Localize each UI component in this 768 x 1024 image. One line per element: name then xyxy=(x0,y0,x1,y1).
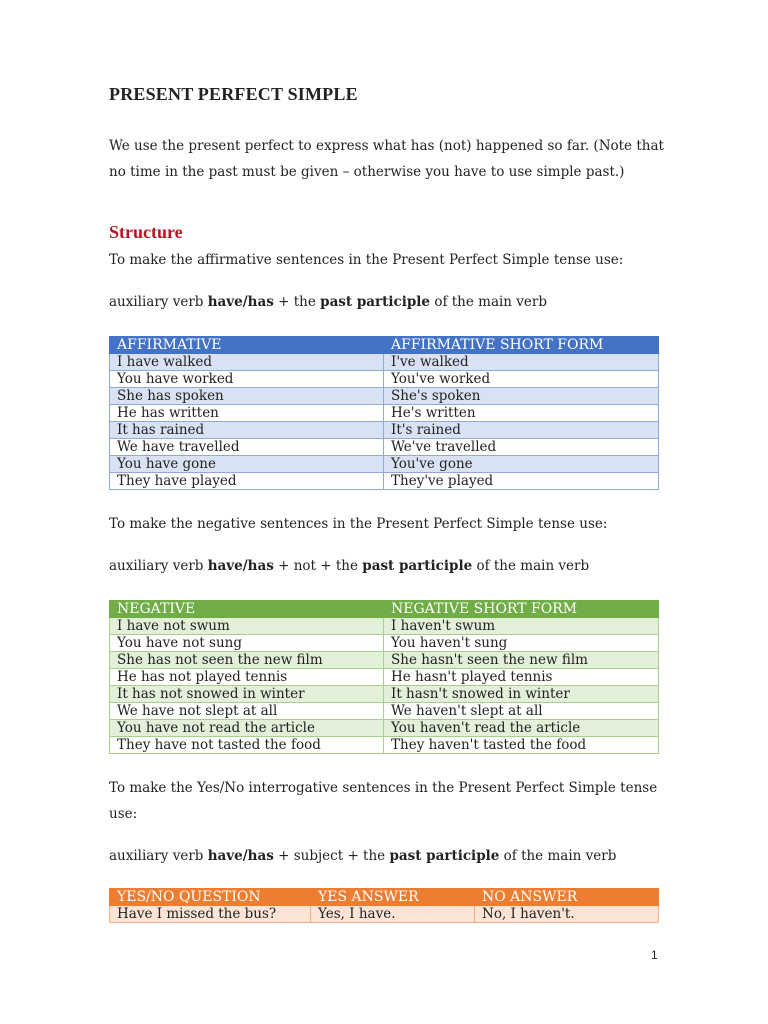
question-instruction-line-1: To make the Yes/No interrogative sentences in the Present Perfect Simple tense xyxy=(109,780,658,796)
formula-bold-auxiliary: have/has xyxy=(207,294,274,310)
table-cell: They haven't tasted the food xyxy=(384,737,659,754)
table-cell: It has not snowed in winter xyxy=(110,686,384,703)
formula-text: auxiliary verb xyxy=(109,558,208,574)
affirmative-table xyxy=(109,336,659,490)
negative-table xyxy=(109,600,659,754)
table-cell: You haven't read the article xyxy=(384,720,659,737)
table-row xyxy=(110,473,659,490)
column-header: YES/NO QUESTION xyxy=(110,889,311,906)
table-cell: They have played xyxy=(110,473,384,490)
question-formula xyxy=(109,843,669,869)
table-cell: I have walked xyxy=(110,354,384,371)
table-row xyxy=(110,422,659,439)
negative-formula xyxy=(109,553,669,579)
formula-bold-auxiliary: have/has xyxy=(207,558,274,574)
table-cell: She has not seen the new film xyxy=(110,652,384,669)
table-cell: We have not slept at all xyxy=(110,703,384,720)
table-cell: He has not played tennis xyxy=(110,669,384,686)
formula-bold-participle: past participle xyxy=(362,558,473,574)
table-cell: She hasn't seen the new film xyxy=(384,652,659,669)
table-cell: You've gone xyxy=(384,456,659,473)
page-title: PRESENT PERFECT SIMPLE xyxy=(109,84,358,104)
formula-text: of the main verb xyxy=(499,848,617,864)
column-header: AFFIRMATIVE xyxy=(110,337,384,354)
table-cell: They have not tasted the food xyxy=(110,737,384,754)
table-cell: You have gone xyxy=(110,456,384,473)
formula-text: auxiliary verb xyxy=(109,848,208,864)
table-row xyxy=(110,635,659,652)
table-row xyxy=(110,737,659,754)
table-header-row xyxy=(110,601,659,618)
table-cell: It's rained xyxy=(384,422,659,439)
table-cell: You have not sung xyxy=(110,635,384,652)
table-row xyxy=(110,618,659,635)
formula-text: auxiliary verb xyxy=(109,294,208,310)
table-row xyxy=(110,720,659,737)
table-cell: You haven't sung xyxy=(384,635,659,652)
table-row xyxy=(110,686,659,703)
question-instruction-line-2: use: xyxy=(109,806,138,822)
table-row xyxy=(110,405,659,422)
table-row xyxy=(110,371,659,388)
formula-text: of the main verb xyxy=(472,558,590,574)
table-cell: Have I missed the bus? xyxy=(110,906,311,923)
column-header: NEGATIVE xyxy=(110,601,384,618)
question-instruction xyxy=(109,775,669,827)
table-row xyxy=(110,354,659,371)
table-header-row xyxy=(110,889,659,906)
formula-bold-auxiliary: have/has xyxy=(207,848,274,864)
table-cell: They've played xyxy=(384,473,659,490)
table-cell: He has written xyxy=(110,405,384,422)
table-cell: I haven't swum xyxy=(384,618,659,635)
table-cell: You have worked xyxy=(110,371,384,388)
page-number: 1 xyxy=(651,948,658,962)
table-cell: We have travelled xyxy=(110,439,384,456)
formula-text: + not + the xyxy=(273,558,363,574)
table-row xyxy=(110,669,659,686)
intro-paragraph xyxy=(109,133,669,185)
table-header-row xyxy=(110,337,659,354)
table-row xyxy=(110,388,659,405)
affirmative-formula xyxy=(109,289,669,315)
table-cell: I've walked xyxy=(384,354,659,371)
formula-text: of the main verb xyxy=(430,294,548,310)
intro-line-2: no time in the past must be given – otherwise you have to use simple past.) xyxy=(109,164,625,180)
table-cell: You've worked xyxy=(384,371,659,388)
table-cell: You have not read the article xyxy=(110,720,384,737)
table-cell: We haven't slept at all xyxy=(384,703,659,720)
table-cell: I have not swum xyxy=(110,618,384,635)
table-cell: He's written xyxy=(384,405,659,422)
column-header: NO ANSWER xyxy=(475,889,659,906)
table-cell: No, I haven't. xyxy=(475,906,659,923)
formula-bold-participle: past participle xyxy=(320,294,431,310)
column-header: NEGATIVE SHORT FORM xyxy=(384,601,659,618)
table-cell: He hasn't played tennis xyxy=(384,669,659,686)
table-row xyxy=(110,703,659,720)
negative-instruction: To make the negative sentences in the Present Perfect Simple tense use: xyxy=(109,516,608,532)
table-row xyxy=(110,439,659,456)
formula-bold-participle: past participle xyxy=(389,848,500,864)
question-table xyxy=(109,888,659,923)
table-row xyxy=(110,456,659,473)
table-cell: She's spoken xyxy=(384,388,659,405)
table-cell: Yes, I have. xyxy=(311,906,475,923)
table-cell: It has rained xyxy=(110,422,384,439)
column-header: YES ANSWER xyxy=(311,889,475,906)
table-row xyxy=(110,652,659,669)
table-cell: She has spoken xyxy=(110,388,384,405)
formula-text: + the xyxy=(273,294,321,310)
column-header: AFFIRMATIVE SHORT FORM xyxy=(384,337,659,354)
section-title-structure: Structure xyxy=(109,222,183,242)
table-row xyxy=(110,906,659,923)
formula-text: + subject + the xyxy=(273,848,390,864)
intro-line-1: We use the present perfect to express what has (not) happened so far. (Note that xyxy=(109,138,664,154)
table-cell: We've travelled xyxy=(384,439,659,456)
affirmative-instruction: To make the affirmative sentences in the Present Perfect Simple tense use: xyxy=(109,252,624,268)
table-cell: It hasn't snowed in winter xyxy=(384,686,659,703)
